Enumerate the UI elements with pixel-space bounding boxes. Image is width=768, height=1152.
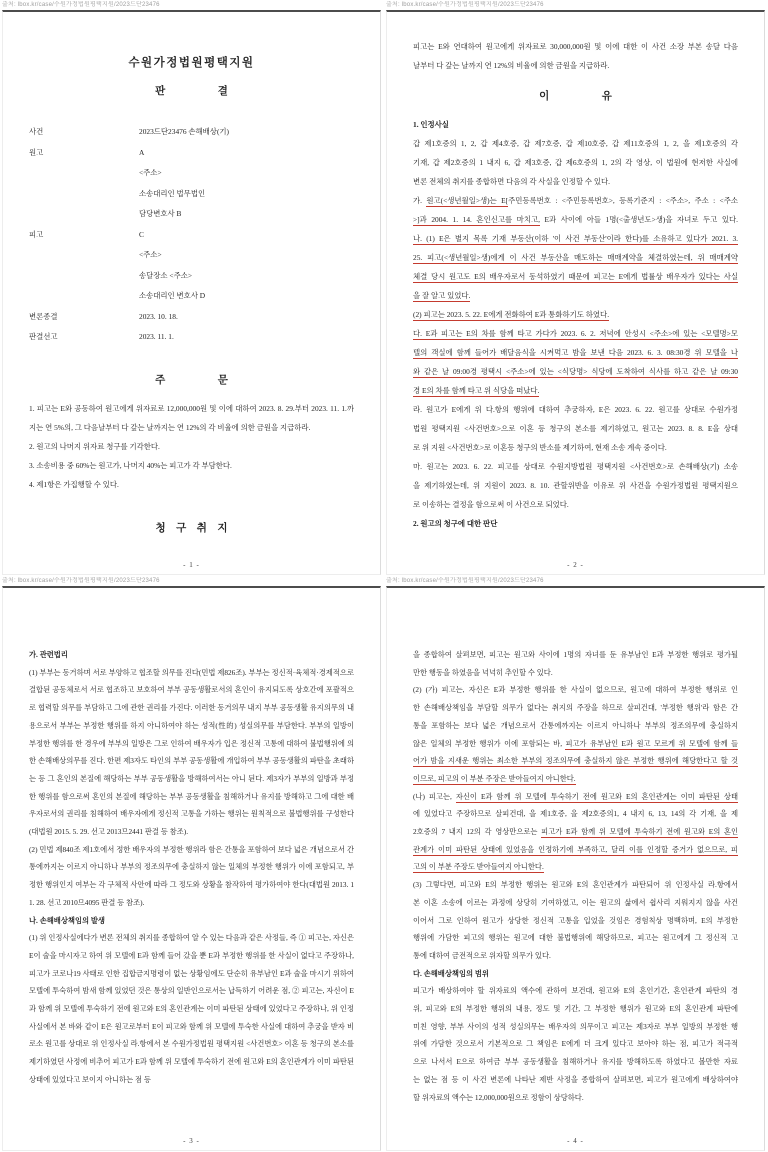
field-value-line: 송달장소 <주소> [139, 270, 193, 280]
text-line [413, 1071, 738, 1089]
red-underlined-text: 을 잘 알고 있었다. [413, 291, 471, 300]
text-line [413, 267, 738, 286]
text-line [413, 229, 738, 248]
text-segment: 2호증의 7 내지 12의 각 영상만으로는 [413, 827, 542, 837]
page-2-body [387, 12, 764, 574]
field-label: 원고 [29, 147, 44, 157]
text-line [413, 476, 738, 495]
red-underlined-text: 피고가 E과 함께 위 모텔에 투숙하기 전에 원고와 E의 혼인 [541, 827, 738, 837]
subheading: 1. 인정사실 [413, 120, 449, 129]
text-line [413, 681, 738, 699]
paragraph: 4. 제1항은 가집행할 수 있다. [29, 479, 119, 489]
text-line [413, 381, 738, 400]
text-segment: (2) (가) 피고는, 자신은 E과 부정한 행위를 한 사실이 없으므로, 원고에 대하여 부정한 행위로 인 [413, 685, 738, 695]
text-segment: 을 종합하여 살펴보면, 피고는 원고와 사이에 1명의 자녀를 둔 유부남인 E과 부정한 행위로 평가될 [413, 650, 738, 659]
field-label: 변론종결 [29, 311, 58, 321]
text-line [413, 805, 738, 823]
red-underlined-text: (2) 피고는 2023. 5. 22. E에게 전화하여 E과 통화하기도 하였다. [413, 310, 610, 319]
text-line [413, 788, 738, 806]
field-value-line: A [139, 147, 145, 157]
text-segment: 않은 일체의 부정한 행위가 이에 포함되는 바, [413, 738, 566, 748]
text-line [413, 717, 738, 735]
text-line [413, 664, 738, 682]
paragraph: 3. 소송비용 중 60%는 원고가, 나머지 40%는 피고가 각 부담한다. [29, 460, 232, 470]
text-segment: 가. [413, 196, 427, 205]
text-segment: 을 제기하였는데, 위 지원이 2023. 8. 10. 관할위반을 이유로 위 사건을 수원가정법원 평택지원으 [413, 481, 738, 490]
section-heading: 청 구 취 지 [155, 522, 228, 534]
text-segment: 피고가 배상하여야 할 위자료의 액수에 관하여 보건대, 원고와 E의 혼인기간, 혼인관계 파탄의 경 [413, 986, 738, 996]
text-line [413, 1018, 738, 1036]
page-2-number: - 2 - [567, 561, 584, 569]
field-label: 피고 [29, 229, 44, 239]
text-segment: 로 위 지원 <사건번호>로 이혼등 청구의 반소를 제기하여, 현재 소송 계속 중이다. [413, 443, 667, 452]
text-line [413, 752, 738, 770]
text-segment: 위, 피고와 E의 부정한 행위의 내용, 정도 및 기간, 그 부정한 행위가 원고와 E의 혼인관계 파탄에 [413, 1004, 738, 1014]
page-3-sheet [2, 586, 381, 1151]
text-line [413, 876, 738, 894]
field-value-line: 2023. 11. 1. [139, 332, 174, 341]
text-line [413, 858, 738, 876]
red-underlined-text: 원고(<생년월일>생)는 E[ [426, 196, 509, 205]
page-2 [384, 0, 768, 576]
source-caption: 출처: lbox.kr/case/수원가정법원평택지원/2023드단23476 [2, 2, 160, 8]
text-line [413, 324, 738, 343]
source-caption: 출처: lbox.kr/case/수원가정법원평택지원/2023드단23476 [386, 2, 544, 8]
text-line [413, 735, 738, 753]
red-underlined-text: 다. E과 피고는 E의 차를 함께 타고 가다가 2023. 6. 2. 저녁에 안성시 <주소>에 있는 <모텔명>모 [413, 329, 738, 338]
red-underlined-text: 25. 피고(<생년월일>생)에게 이 사건 부동산을 매도하는 매매계약을 체결하였는데, 위 매매계약 [413, 253, 738, 262]
text-line [413, 894, 738, 912]
text-line [413, 1035, 738, 1053]
red-underlined-text: 관계가 이미 파탄된 상태에 있었음을 인정하기에 부족하고, 달리 이를 인정할 증거가 없으므로, 피 [413, 844, 738, 854]
text-segment: 라. 원고가 E에게 위 다.항의 행위에 대하여 추궁하자, E은 2023. 6. 22. 원고를 상대로 수원가정 [413, 405, 738, 414]
page-4-number: - 4 - [567, 1137, 584, 1145]
red-underlined-text: >]과 2004. 1. 14. 혼인신고를 마치고, [413, 215, 540, 224]
section-heading: 이 유 [539, 91, 612, 102]
text-line [413, 248, 738, 267]
page-4 [384, 576, 768, 1152]
text-line [413, 305, 738, 324]
court-title: 수원가정법원평택지원 [128, 57, 255, 69]
text-line [413, 419, 738, 438]
text-segment: 피고는 E와 연대하여 원고에게 위자료로 30,000,000원 및 이에 대한 이 사건 소장 부본 송달 다음 [413, 42, 738, 51]
text-segment: 갑 제1호증의 1, 2, 갑 제4호증, 갑 제7호증, 갑 제10호증, 갑 제11호증의 1, 2, 을 제1호증의 각 [413, 139, 738, 148]
field-label: 판결선고 [29, 332, 58, 341]
text-line [413, 646, 738, 664]
section-heading: 판 결 [155, 86, 228, 97]
subheading: 나. 손해배상책임의 발생 [29, 915, 105, 925]
field-value [139, 122, 354, 143]
paragraph: 2. 원고의 나머지 위자료 청구를 기각한다. [29, 441, 160, 451]
field-value [139, 225, 354, 307]
section-heading: 주 문 [155, 374, 228, 386]
paragraph: 1. 피고는 E와 공동하여 원고에게 위자료로 12,000,000원 및 이에 대하여 2023. 8. 29.부터 2023. 11. 1.까지는 연 5%의, 그 다음날부터 다 갚는 날까지는 연 12%의 각 비율에 의한 금원을 지급하라. [29, 403, 354, 432]
text-segment: 만한 행동을 하였음을 넉넉히 추인할 수 있다. [413, 667, 553, 677]
text-segment: 주민등록번호 : <주민등록번호>, 등록기준지 : <주소>, 주소 : <주소 [508, 196, 739, 205]
text-line [413, 134, 738, 153]
page-1-body [3, 12, 380, 574]
source-caption: 출처: lbox.kr/case/수원가정법원평택지원/2023드단23476 [386, 578, 544, 584]
text-segment: 기재, 갑 제2호증의 1 내지 6, 갑 제3호증, 갑 제6호증의 1, 2의 각 영상, 이 법원에 현저한 사실에 [413, 158, 738, 167]
text-segment: 변론 전체의 취지를 종합하면 다음의 각 사실을 인정할 수 있다. [413, 177, 610, 186]
field-value-line: 2023. 10. 18. [139, 311, 178, 321]
field-value [139, 327, 354, 348]
red-underlined-text: 어가 밤을 지새운 행위는 최소한 부부의 정조의무에 충실하지 않은 부정한 행위에 해당한다고 할 것 [413, 756, 738, 766]
red-underlined-text: 고의 이 부분 주장도 받아들여지 아니한다. [413, 862, 544, 872]
text-segment: 으로 나서서 E으로 하여금 부부 공동생활을 침해하거나 유지를 방해하도록 하였다고 볼만한 자료 [413, 1057, 738, 1067]
text-line [413, 286, 738, 305]
text-line [413, 823, 738, 841]
paragraph: (1) 부부는 동거하며 서로 부양하고 협조할 의무를 진다(민법 제826조). 부부는 정신적·육체적·경제적으로 결합된 공동체로서 서로 협조하고 보호하여 부부 공동생활로서의 혼인이 유지되도록 상호간에 포괄적으로 협력할 의무를 부담하고 그에 관한 권리를 가진다. 이러한 동거의무 내지 부부 공동생활 유지의무의 내용으로서 부부는 부정한 행위를 하지 아니하여야 하는 성적(性的) 성실의무를 부담한다. 부부의 일방이 부정한 행위를 한 경우에 부부의 일방은 그로 인하여 배우자가 입은 정신적 고통에 대하여 불법행위에 의한 손해배상의무를 진다. 한편 제3자도 타인의 부부 공동생활에 개입하여 부부 공동생활의 파탄을 초래하는 등 그 혼인의 본질에 해당하는 부부 공동생활을 방해하여서는 아니 된다. 제3자가 부부의 일방과 부정한 행위를 함으로써 혼인의 본질에 해당하는 부부 공동생활을 침해하거나 유지를 방해하고 그에 대한 배우자로서의 권리를 침해하여 배우자에게 정신적 고통을 가하는 행위는 원칙적으로 불법행위를 구성한다(대법원 2015. 5. 29. 선고 2013므2441 판결 등 참조). [29, 667, 354, 837]
text-line [413, 770, 738, 788]
page-4-body [387, 588, 764, 1150]
text-block [413, 37, 738, 75]
text-line [413, 172, 738, 191]
text-segment: (3) 그렇다면, 피고와 E의 부정한 행위는 원고와 E의 혼인관계가 파탄되어 위 인정사실 라.항에서 [413, 880, 738, 890]
red-underlined-text: 이므로, 피고의 이 부분 주장은 받아들여지 아니한다. [413, 773, 576, 783]
text-segment: 이어서 그로 인하여 원고가 상당한 정신적 고통을 입었을 것임은 경험칙상 명백하며, E의 부정한 [413, 915, 738, 925]
text-segment: 통에 대하여 금전적으로 위자할 의무가 있다. [413, 950, 551, 960]
field-row [29, 327, 354, 348]
text-segment: 통을 포함하는 보다 넓은 개념으로서 간통에까지는 이르지 아니하나 부부의 정조의무에 충실하지 [413, 720, 738, 730]
text-line [413, 438, 738, 457]
field-row [29, 143, 354, 225]
text-line [413, 153, 738, 172]
text-line [413, 495, 738, 514]
field-value-line: 소송대리인 법무법인 [139, 188, 206, 198]
text-segment: 에 있었다고 주장하므로 살피건대, 을 제1호증, 을 제2호증의1, 4 내지 6, 13, 14의 각 기재, 을 제 [413, 809, 738, 819]
text-segment: 본 이혼 소송에 이르는 과정에 상당히 기여하였고, 이는 원고의 삶에서 쉽사리 지워지지 않을 사건 [413, 897, 738, 907]
field-value-line: 소송대리인 변호사 D [139, 291, 206, 300]
text-segment: 법원 평택지원 <사건번호>으로 이혼 등 청구의 본소를 제기하였고, 원고는 2023. 8. 8. E을 상대 [413, 424, 738, 433]
red-underlined-text: 나. (1) E은 별지 목록 기재 부동산(이하 '이 사건 부동산'이라 한다)를 소유하고 있다가 2021. 3. [413, 234, 738, 243]
page-2-sheet [386, 10, 765, 575]
page-4-sheet [386, 586, 765, 1151]
page-3-body [3, 588, 380, 1150]
field-value-line: <주소> [139, 250, 162, 259]
text-segment: 행위에 가담한 피고의 행위는 원고에 대한 불법행위에 해당하므로, 피고는 원고에게 그 정신적 고 [413, 933, 738, 943]
text-block [413, 134, 738, 514]
text-segment: 미친 영향, 부부 사이의 성적 성실의무는 배우자의 의무이고 피고는 제3자로 부부 일방의 부정한 행 [413, 1021, 738, 1031]
page-1 [0, 0, 384, 576]
text-line [413, 457, 738, 476]
page-3-number: - 3 - [183, 1137, 200, 1145]
text-line [413, 1000, 738, 1018]
text-line [413, 362, 738, 381]
text-segment: (나) 피고는, [413, 791, 456, 801]
field-row [29, 225, 354, 307]
page-3 [0, 576, 384, 1152]
paragraph: (2) 민법 제840조 제1호에서 정한 배우자의 부정한 행위라 함은 간통을 포함하여 보다 넓은 개념으로서 간통에까지는 이르지 아니하나 부부의 정조의무에 충실하지 않는 일체의 부정한 행위가 이에 포함되고, 부정한 행위인지 여부는 각 구체적 사안에 따라 그 정도와 상황을 참작하여 평가하여야 한다(대법원 2013. 11. 28. 선고 2010므4095 판결 등 참조). [29, 844, 354, 907]
text-segment: 마. 원고는 2023. 6. 22. 피고를 상대로 수원지방법원 평택지원 <사건번호>로 손해배상(기) 소송 [413, 462, 738, 471]
field-value [139, 307, 354, 328]
text-line [413, 1053, 738, 1071]
subheading: 다. 손해배상책임의 범위 [413, 968, 489, 978]
text-line [413, 982, 738, 1000]
red-underlined-text: 피고가 유부남인 E과 원고 모르게 위 모텔에 함께 들 [565, 738, 738, 748]
text-line [413, 912, 738, 930]
red-underlined-text: 와 같은 날 09:00경 평택시 <주소>에 있는 <식당명> 식당에 도착하여 식사를 하고 같은 날 09:30 [413, 367, 738, 376]
text-line [413, 400, 738, 419]
text-line [413, 699, 738, 717]
text-segment: 할 위자료의 액수는 12,000,000원으로 정함이 상당하다. [413, 1092, 584, 1102]
field-label: 사건 [29, 127, 44, 136]
field-value-line: <주소> [139, 168, 162, 177]
field-value-line: 2023드단23476 손해배상(기) [139, 127, 230, 136]
field-value [139, 143, 354, 225]
red-underlined-text: 텔의 객실에 함께 들어가 배달음식을 시켜먹고 밤을 보낸 다음 2023. 6. 3. 08:30경 위 모텔을 나 [413, 348, 738, 357]
text-line [413, 191, 738, 210]
text-line [413, 343, 738, 362]
red-underlined-text: 자신이 E과 함께 위 모텔에 투숙하기 전에 원고와 E의 혼인관계는 이미 파탄된 상태 [455, 791, 738, 801]
text-block [413, 982, 738, 1106]
text-segment: 한 손해배상책임을 부담할 의무가 없다는 취지의 주장을 하므로 살피건대, '부정한 행위'라 함은 간 [413, 703, 738, 713]
text-segment: E과 사이에 아들 1명(<출생년도>생)을 자녀로 두고 있다. [539, 215, 738, 224]
paragraph: (1) 위 인정사실에다가 변론 전체의 취지를 종합하여 알 수 있는 다음과 같은 사정들, 즉 ① 피고는, 자신은 E이 술을 마시자고 하여 위 모텔에 E과 함께 들어 갔을 뿐 E과 부정한 행위를 한 사실이 없다고 주장하나, 피고가 코로나19 사태로 인한 집합금지명령이 없는 상황임에도 단순히 유부남인 E과 술을 마시기 위하여 모텔에 투숙하여 밤새 함께 있었던 것은 통상의 일반인으로서는 납득하기 어려운 점, ② 피고는, 자신이 E과 함께 위 모텔에 투숙하기 전에 원고와 E의 혼인관계는 이미 파탄된 상태에 있었다고 주장하나, 위 인정사실에서 본 바와 같이 E은 원고로부터 E이 피고와 함께 위 모텔에 투숙한 사실에 대하여 추궁을 받자 비로소 원고를 상대로 위 인정사실 라.항에서 본 수원가정법원 평택지원 <사건번호> 이혼 등 청구의 본소를 제기하였던 사정에 비추어 피고가 E과 함께 위 모텔에 투숙하기 전에 원고와 E의 혼인관계가 이미 파탄된 상태에 있었다고 보이지 아니하는 점 등 [29, 933, 354, 1084]
text-line [413, 37, 738, 56]
page-1-number: - 1 - [183, 561, 200, 569]
text-segment: 는 없는 점 등 이 사건 변론에 나타난 제반 사정을 종합하여 살펴보면, 피고가 원고에게 배상하여야 [413, 1074, 738, 1084]
red-underlined-text: 체결 당시 원고도 E의 배우자로서 동석하였기 때문에 피고는 E에게 법률상 배우자가 있다는 사실 [413, 272, 738, 281]
text-line [413, 56, 738, 75]
text-line [413, 841, 738, 859]
text-segment: 날부터 다 갚는 날까지 연 12%의 비율에 의한 금원을 지급하라. [413, 61, 610, 70]
subheading: 가. 관련법리 [29, 650, 68, 659]
text-segment: 로 이송하는 결정을 함으로써 이 사건으로 되었다. [413, 500, 569, 509]
page-1-sheet [2, 10, 381, 575]
text-line [413, 1089, 738, 1107]
field-value-line: C [139, 229, 144, 239]
text-block [413, 646, 738, 965]
field-value-line: 담당변호사 B [139, 209, 182, 218]
text-segment: 위에 가담한 것으로서 기본적으로 그 책임은 E에게 더 크게 있다고 보아야 하는 점, 피고가 적극적 [413, 1039, 738, 1049]
field-row [29, 307, 354, 328]
text-line [413, 947, 738, 965]
red-underlined-text: 경 E의 차를 함께 타고 위 식당을 떠났다. [413, 386, 540, 395]
subheading: 2. 원고의 청구에 대한 판단 [413, 519, 498, 528]
text-line [413, 929, 738, 947]
field-row [29, 122, 354, 143]
source-caption: 출처: lbox.kr/case/수원가정법원평택지원/2023드단23476 [2, 578, 160, 584]
text-line [413, 210, 738, 229]
